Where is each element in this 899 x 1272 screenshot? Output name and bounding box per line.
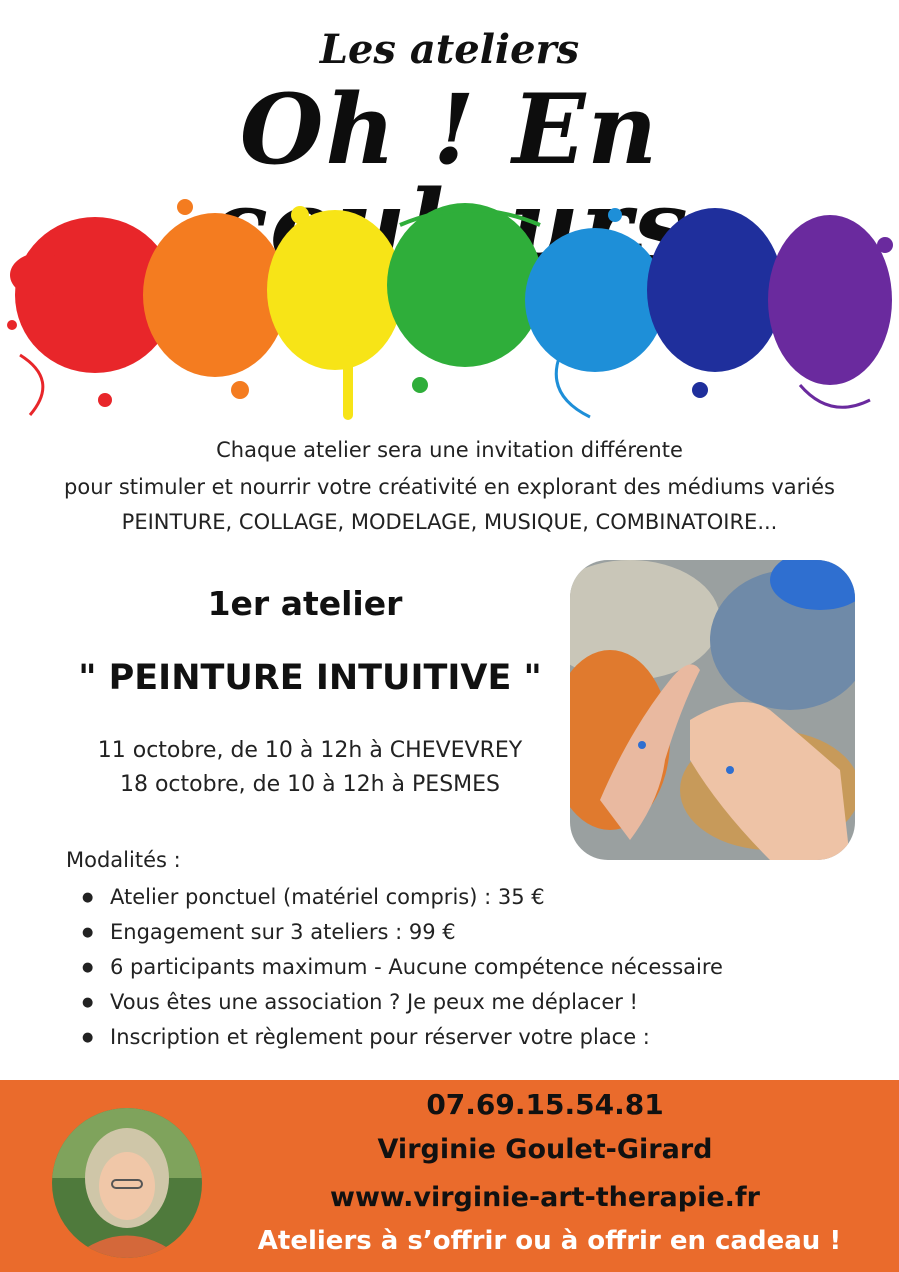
green-splash: [387, 203, 543, 393]
intro-line-2: pour stimuler et nourrir votre créativité en explorant des médiums variés: [64, 475, 835, 499]
website-link[interactable]: www.virginie-art-therapie.fr: [330, 1182, 760, 1213]
intro-line-3: PEINTURE, COLLAGE, MODELAGE, MUSIQUE, COMBINATOIRE...: [121, 510, 778, 534]
modalites-label: Modalités :: [66, 848, 181, 872]
list-item: ● Engagement sur 3 ateliers : 99 €: [82, 915, 723, 950]
workshop-title: " PEINTURE INTUITIVE ": [78, 658, 542, 698]
orange-splash: [143, 199, 287, 399]
phone-number[interactable]: 07.69.15.54.81: [426, 1088, 664, 1121]
blue-splash: [525, 208, 665, 417]
atelier-number: 1er atelier: [207, 584, 403, 623]
list-item: ● Inscription et règlement pour réserver votre place :: [82, 1020, 723, 1055]
header-title: Oh ! En: [239, 73, 660, 186]
avatar: [52, 1108, 202, 1258]
intro-line-1: Chaque atelier sera une invitation différente: [216, 438, 683, 462]
date-line-2: 18 octobre, de 10 à 12h à PESMES: [119, 772, 500, 797]
list-item: ● Vous êtes une association ? Je peux me déplacer !: [82, 985, 723, 1020]
navy-splash: [647, 208, 783, 398]
date-line-1: 11 octobre, de 10 à 12h à CHEVEVREY: [97, 738, 523, 763]
list-item: ● 6 participants maximum - Aucune compétence nécessaire: [82, 950, 723, 985]
paint-splash-image: [0, 185, 899, 430]
header-subtitle: Les ateliers: [319, 26, 580, 73]
yellow-splash: [267, 206, 403, 420]
list-item: ● Atelier ponctuel (matériel compris) : 35 €: [82, 880, 723, 915]
contact-name: Virginie Goulet-Girard: [377, 1134, 713, 1165]
modalites-list: [82, 880, 723, 1055]
hands-painting-photo: [570, 560, 855, 860]
purple-splash: [768, 215, 893, 407]
gift-tagline: Ateliers à s’offrir ou à offrir en cadeau !: [257, 1226, 842, 1256]
